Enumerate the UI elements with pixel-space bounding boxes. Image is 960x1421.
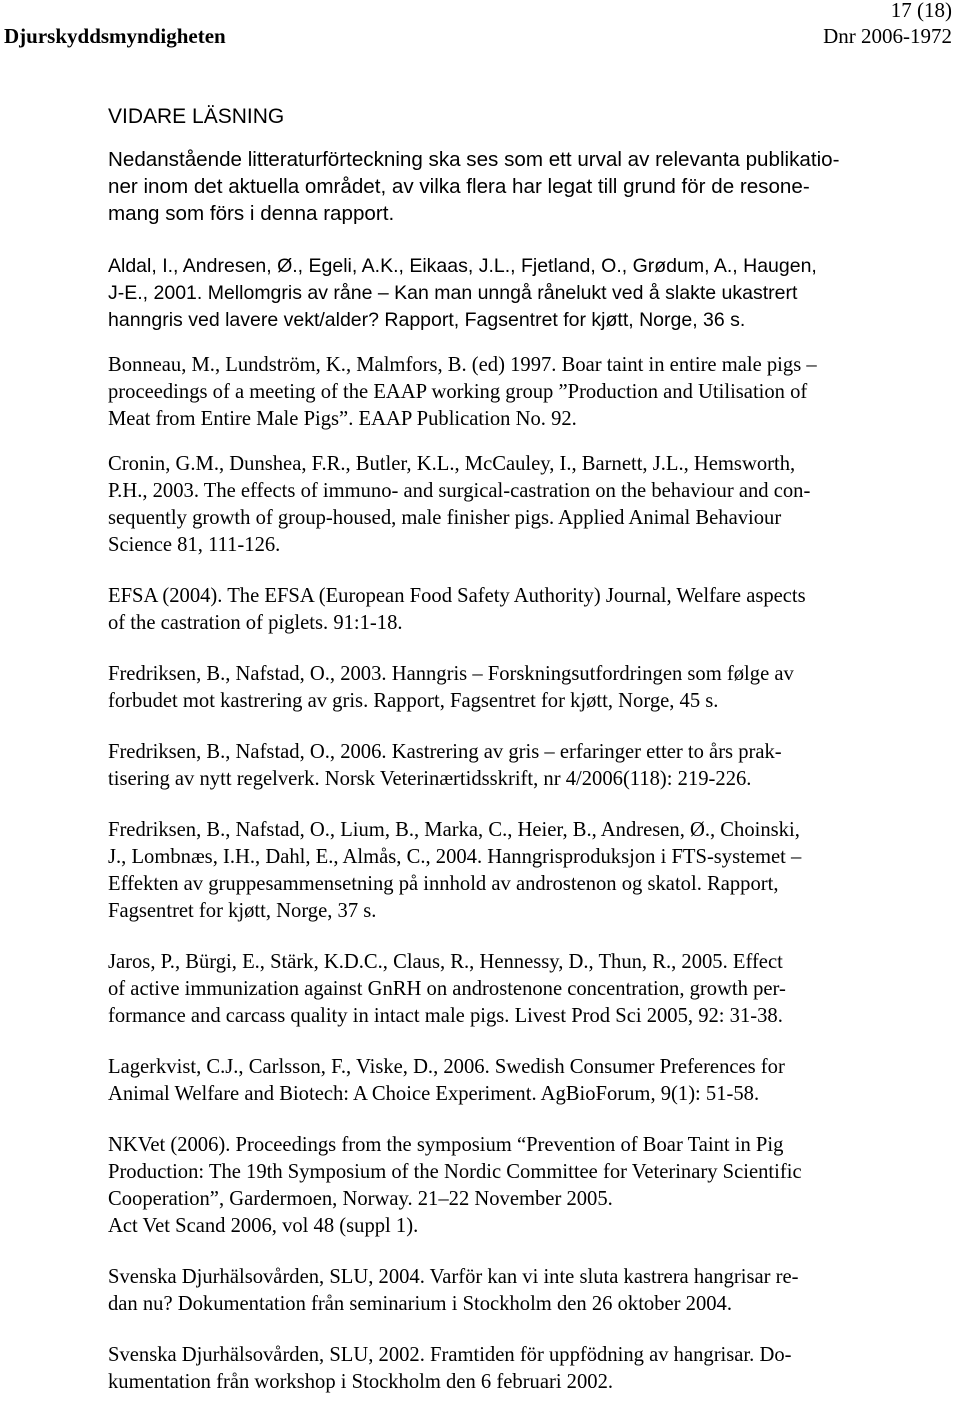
- reference-line: Fagsentret for kjøtt, Norge, 37 s.: [108, 900, 377, 922]
- reference-line: Jaros, P., Bürgi, E., Stärk, K.D.C., Claus, R., Hennessy, D., Thun, R., 2005. Effect: [108, 951, 783, 973]
- reference-line: Act Vet Scand 2006, vol 48 (suppl 1).: [108, 1215, 419, 1237]
- reference-line: Cronin, G.M., Dunshea, F.R., Butler, K.L., McCauley, I., Barnett, J.L., Hemsworth,: [108, 453, 796, 475]
- reference-line: J., Lombnæs, I.H., Dahl, E., Almås, C., 2004. Hanngrisproduksjon i FTS-systemet –: [108, 846, 802, 868]
- reference-list: [108, 253, 928, 1396]
- reference-line: Effekten av gruppesammensetning på innhold av androstenon og skatol. Rapport,: [108, 873, 779, 895]
- reference-entry: [108, 583, 928, 637]
- reference-entry: [108, 1054, 928, 1108]
- reference-line: Bonneau, M., Lundström, K., Malmfors, B. (ed) 1997. Boar taint in entire male pigs –: [108, 354, 817, 376]
- reference-line: Fredriksen, B., Nafstad, O., Lium, B., Marka, C., Heier, B., Andresen, Ø., Choinski,: [108, 819, 800, 841]
- reference-line: Fredriksen, B., Nafstad, O., 2006. Kastrering av gris – erfaringer etter to års prak-: [108, 741, 782, 763]
- reference-line: sequently growth of group-housed, male finisher pigs. Applied Animal Behaviour: [108, 507, 782, 529]
- reference-line: P.H., 2003. The effects of immuno- and surgical-castration on the behaviour and con-: [108, 480, 811, 502]
- reference-line: of active immunization against GnRH on androstenone concentration, growth per-: [108, 978, 786, 1000]
- reference-entry: [108, 352, 928, 433]
- reference-line: Meat from Entire Male Pigs”. EAAP Publication No. 92.: [108, 408, 577, 430]
- reference-line: tisering av nytt regelverk. Norsk Veterinærtidsskrift, nr 4/2006(118): 219-226.: [108, 768, 752, 790]
- reference-line: Svenska Djurhälsovården, SLU, 2004. Varför kan vi inte sluta kastrera hangrisar re-: [108, 1266, 799, 1288]
- intro-line: mang som förs i denna rapport.: [108, 202, 395, 225]
- reference-line: proceedings of a meeting of the EAAP working group ”Production and Utilisation of: [108, 381, 808, 403]
- reference-line: J-E., 2001. Mellomgris av råne – Kan man unngå rånelukt ved å slakte ukastrert: [108, 282, 798, 304]
- reference-line: kumentation från workshop i Stockholm den 6 februari 2002.: [108, 1371, 614, 1393]
- reference-entry: [108, 1342, 928, 1396]
- reference-line: dan nu? Dokumentation från seminarium i Stockholm den 26 oktober 2004.: [108, 1293, 732, 1315]
- reference-line: Lagerkvist, C.J., Carlsson, F., Viske, D., 2006. Swedish Consumer Preferences for: [108, 1056, 785, 1078]
- intro-paragraph: [108, 146, 928, 227]
- reference-line: Svenska Djurhälsovården, SLU, 2002. Framtiden för uppfödning av hangrisar. Do-: [108, 1344, 792, 1366]
- reference-entry: [108, 451, 928, 559]
- main-content: [108, 103, 928, 1396]
- section-title: VIDARE LÄSNING: [108, 105, 285, 128]
- reference-entry: [108, 1264, 928, 1318]
- reference-line: Fredriksen, B., Nafstad, O., 2003. Hanngris – Forskningsutfordringen som følge av: [108, 663, 794, 685]
- intro-line: ner inom det aktuella området, av vilka flera har legat till grund för de resone-: [108, 175, 810, 198]
- reference-line: of the castration of piglets. 91:1-18.: [108, 612, 403, 634]
- reference-entry: [108, 817, 928, 925]
- reference-entry: [108, 739, 928, 793]
- reference-entry: [108, 661, 928, 715]
- reference-line: hanngris ved lavere vekt/alder? Rapport, Fagsentret for kjøtt, Norge, 36 s.: [108, 309, 746, 331]
- reference-line: Science 81, 111-126.: [108, 534, 281, 556]
- reference-entry: [108, 1132, 928, 1240]
- reference-line: EFSA (2004). The EFSA (European Food Safety Authority) Journal, Welfare aspects: [108, 585, 806, 607]
- reference-line: Animal Welfare and Biotech: A Choice Experiment. AgBioForum, 9(1): 51-58.: [108, 1083, 760, 1105]
- reference-entry: [108, 949, 928, 1030]
- intro-line: Nedanstående litteraturförteckning ska ses som ett urval av relevanta publikatio-: [108, 148, 840, 171]
- reference-line: Cooperation”, Gardermoen, Norway. 21–22 November 2005.: [108, 1188, 613, 1210]
- page-number: 17 (18): [890, 0, 952, 22]
- reference-line: Aldal, I., Andresen, Ø., Egeli, A.K., Eikaas, J.L., Fjetland, O., Grødum, A., Haugen,: [108, 255, 817, 277]
- reference-entry: [108, 253, 928, 334]
- reference-line: Production: The 19th Symposium of the Nordic Committee for Veterinary Scientific: [108, 1161, 802, 1183]
- reference-line: NKVet (2006). Proceedings from the symposium “Prevention of Boar Taint in Pig: [108, 1134, 784, 1156]
- header-organization: Djurskyddsmyndigheten: [4, 24, 226, 48]
- reference-line: forbudet mot kastrering av gris. Rapport, Fagsentret for kjøtt, Norge, 45 s.: [108, 690, 719, 712]
- reference-line: formance and carcass quality in intact male pigs. Livest Prod Sci 2005, 92: 31-38.: [108, 1005, 783, 1027]
- header-reference: Dnr 2006-1972: [823, 24, 952, 48]
